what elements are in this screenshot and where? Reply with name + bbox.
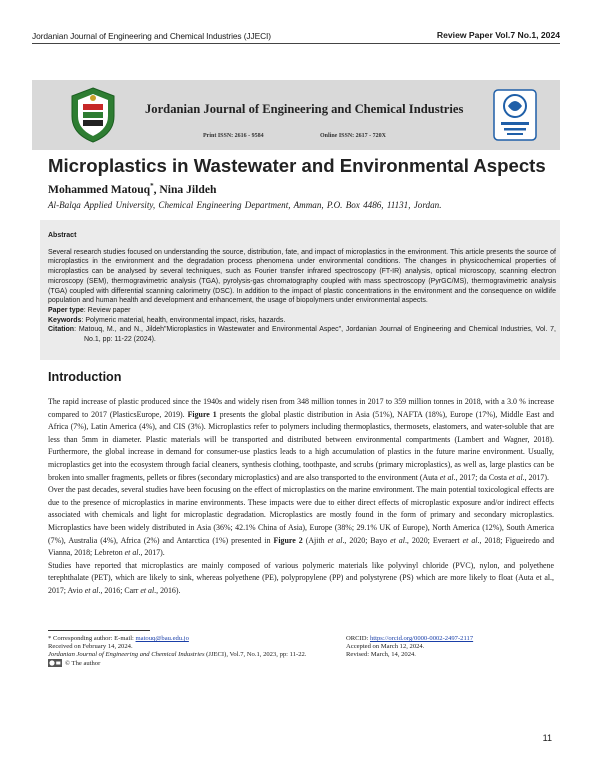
print-issn: Print ISSN: 2616 - 9584 — [203, 133, 264, 139]
paragraph-3: Studies have reported that microplastics are mainly composed of various polymeric materials like polyvinyl chloride (PVC), nylon, and polyethene terephthalate (PET), which are likely to sink, whereas polyethene (PE), polypropylene (PP) and polystyrene (PS) which are more likely to float (Auta et al., 2017; Avio et al., 2016; Carr et al., 2016). — [48, 560, 554, 595]
running-header-journal: Jordanian Journal of Engineering and Chemical Industries (JJECI) — [32, 31, 271, 41]
author-2: , Nina Jildeh — [153, 182, 217, 196]
abstract-section — [48, 231, 556, 345]
accepted-date: Accepted on March 12, 2024. — [346, 643, 425, 650]
citation-line — [48, 325, 556, 344]
introduction-heading: Introduction — [48, 370, 122, 384]
author-affiliation: Al-Balqa Applied University, Chemical Engineering Department, Amman, P.O. Box 4486, 11131, Jordan. — [48, 200, 442, 210]
paper-type-label: Paper type — [48, 306, 84, 314]
corresponding-mark: * — [150, 182, 154, 190]
paragraph-1: The rapid increase of plastic produced since the 1940s and widely risen from 348 million tonnes in 2017 to 359 million tonnes in 2018, with a 3.0 % increase compared to 2017 (PlasticsEurope, 2019). Figure 1 presents the global plastic distribution in Asia (51%), NAFTA (18%), Europe (17%), Middle East and Africa (7%), Latin America (4%), and CIS (3%). Microplastics refer to polymers including thermoplastics, thermosets, elastomers, and water-soluble that are less than 5mm in diameter. Plastic materials will be transported and distributed between environmental compartments (Lambert and Wagner, 2018). Furthermore, the global increase in demand for consumer-use plastics leads to a high accumulation of plastics in the future marine environment. Usually, microplastics get into the ecosystem through facial cleaners, synthesis clothing, toothpaste, and scrubs (primary microplastics), as well as, large plastics can be broken into smaller fragments, pellets or fibres (secondary microplastics) and are also transported to the environment (Auta et al., 2017; da Costa et al., 2017). — [48, 397, 554, 482]
citation-label: Citation — [48, 326, 75, 334]
footnote-rule — [48, 630, 150, 631]
keywords-line — [48, 316, 556, 326]
orcid-link[interactable]: https://orcid.org/0000-0002-2497-2117 — [370, 635, 474, 642]
article-authors — [48, 182, 216, 196]
creative-commons-license-icon — [48, 659, 62, 667]
header-rule — [32, 43, 560, 44]
corresponding-author-note: * Corresponding author: E-mail: matouq@bau.edu.jo — [48, 635, 189, 642]
figure-1-ref[interactable]: Figure 1 — [187, 409, 217, 419]
figure-2-ref[interactable]: Figure 2 — [273, 535, 303, 545]
received-date: Received on February 14, 2024. — [48, 643, 133, 650]
keywords-value: : Polymeric material, health, environmental impact, risks, hazards. — [81, 316, 286, 324]
keywords-label: Keywords — [48, 316, 82, 324]
university-emblem-icon — [66, 86, 120, 144]
banner-title: Jordanian Journal of Engineering and Chemical Industries — [145, 102, 464, 116]
running-header-issue: Review Paper Vol.7 No.1, 2024 — [436, 30, 560, 40]
article-title: Microplastics in Wastewater and Environmental Aspects — [48, 155, 546, 176]
paragraph-2: Over the past decades, several studies have been focusing on the effect of microplastics on the marine environment. The main potential toxicological effects are due to the presence of microplastics in marine environments. These impacts were due to either direct effects of microplastic exposure and/or indirect effects associated with chemicals and light for microplastic degradation. Microplastics are mostly found in the form of primary and secondary microplastics. Microplastics have been widely distributed in Asia (36%; 42.1% China of Asia), Europe (38%; 29.1% UK of Europe), North America (12%), South America (7%), Australia (4%), Africa (2%) and Antarctica (1%) presented in Figure 2 (Ajith et al., 2020; Bayo et al., 2020; Everaert et al., 2018; Figueiredo and Vianna, 2018; Lebreton et al., 2017). — [48, 485, 555, 558]
journal-seal-icon — [492, 88, 538, 142]
revised-date: Revised: March, 14, 2024. — [346, 651, 416, 658]
paper-type-value: : Review paper — [83, 306, 131, 314]
email-link[interactable]: matouq@bau.edu.jo — [135, 635, 189, 642]
journal-reference: Jordanian Journal of Engineering and Chemical Industries (JJECI), Vol.7, No.1, 2023, pp: 11-22. — [48, 651, 307, 658]
abstract-heading: Abstract — [48, 232, 77, 239]
orcid-note: ORCID: https://orcid.org/0000-0002-2497-2117 — [346, 635, 474, 642]
abstract-text: Several research studies focused on understanding the source, distribution, fate, and impact of microplastics in the environment. This article presents the source of microplastics in the environment and the degradation process phenomena under environmental conditions. The changes in physicochemical properties of microplastics can be analysed by several techniques, such as Fourier transfer infrared spectroscopy (FT-IR) analysis, optical microscopy, scanning electron microscopy (SEM), thermogravimetric analysis (TGA), pyrolysis-gas chromatography coupled with mass spectroscopy (PyrGC/MS), thermogravimetric analysis (TGA) coupled with differential scanning calorimetry (DSC). In addition to the impact of plastic concentrations in the environment and the consequence on wildlife population and human health and development and enhancement, the usage of biopolymers under environmental aspects. — [48, 248, 556, 305]
author-1: Mohammed Matouq — [48, 182, 151, 196]
citation-value: : Matouq, M., and N., Jildeh"Microplastics in Wastewater and Environmental Aspec", Jordanian Journal of Engineering and Chemical Industries, Vol. 7, No.1, pp: 11-22 (2024). — [74, 326, 556, 344]
paper-type-line — [48, 306, 556, 316]
page-number: 11 — [542, 733, 552, 743]
online-issn: Online ISSN: 2617 - 720X — [320, 133, 387, 139]
copyright-note: © The author — [65, 660, 101, 667]
introduction-body — [48, 396, 554, 598]
